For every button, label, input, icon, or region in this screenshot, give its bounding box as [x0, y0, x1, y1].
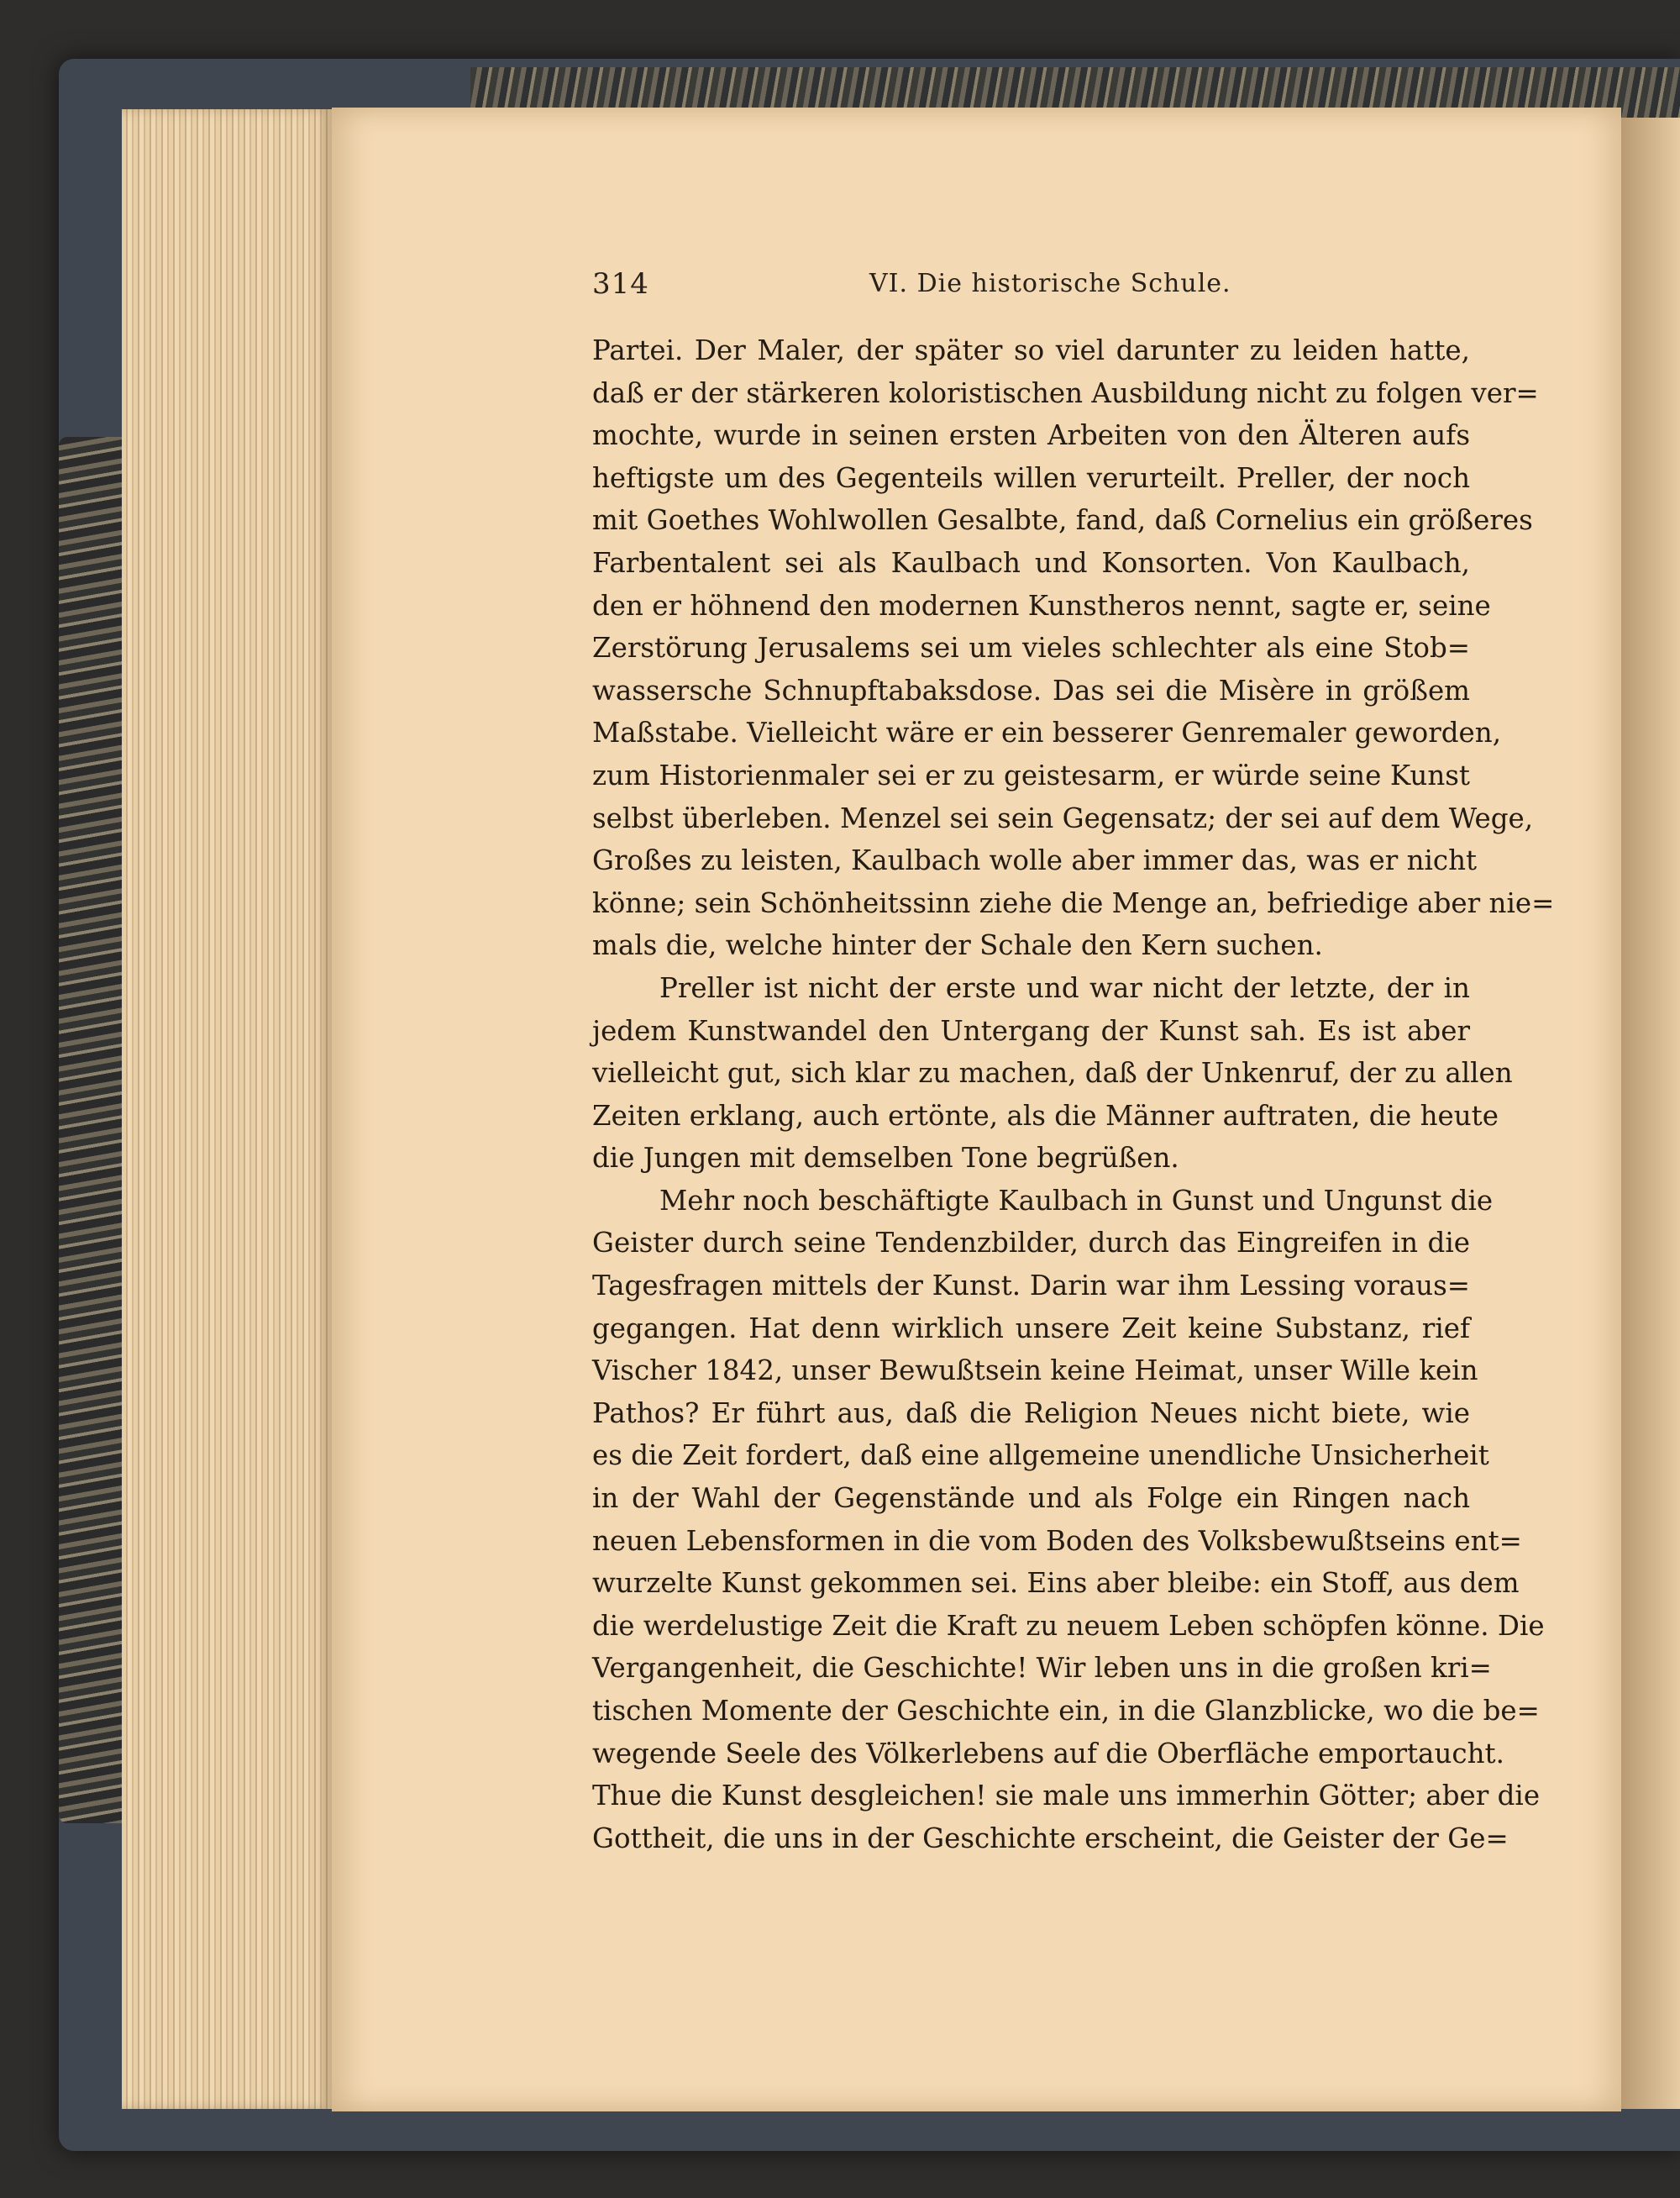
- text-line: selbst überleben. Menzel sei sein Gegensatz; der sei auf dem Wege,: [592, 802, 1534, 834]
- body-text: [592, 329, 1555, 1859]
- text-line: die werdelustige Zeit die Kraft zu neuem Leben schöpfen könne. Die: [592, 1609, 1545, 1642]
- text-line: Mehr noch beschäftigte Kaulbach in Gunst und Ungunst die: [659, 1184, 1494, 1217]
- text-line: Preller ist nicht der erste und war nicht der letzte, der in: [659, 971, 1470, 1004]
- text-line: zum Historienmaler sei er zu geistesarm, er würde seine Kunst: [592, 759, 1470, 791]
- text-line: daß er der stärkeren koloristischen Ausbildung nicht zu folgen ver=: [592, 376, 1539, 409]
- text-line: Großes zu leisten, Kaulbach wolle aber immer das, was er nicht: [592, 844, 1478, 877]
- text-line: neuen Lebensformen in die vom Boden des Volksbewußtseins ent=: [592, 1524, 1522, 1557]
- text-line: könne; sein Schönheitssinn ziehe die Menge an, befriedige aber nie=: [592, 886, 1555, 919]
- text-line: es die Zeit fordert, daß eine allgemeine unendliche Unsicherheit: [592, 1439, 1489, 1472]
- text-line: den er höhnend den modernen Kunstheros nennt, sagte er, seine: [592, 589, 1491, 622]
- text-line: gegangen. Hat denn wirklich unsere Zeit keine Substanz, rief: [592, 1312, 1470, 1344]
- text-line: heftigste um des Gegenteils willen verurteilt. Preller, der noch: [592, 461, 1470, 494]
- text-line: Farbentalent sei als Kaulbach und Konsorten. Von Kaulbach,: [592, 546, 1470, 579]
- running-head: [592, 267, 1680, 318]
- text-line: Gottheit, die uns in der Geschichte erscheint, die Geister der Ge=: [592, 1822, 1509, 1854]
- text-line: Vergangenheit, die Geschichte! Wir leben uns in die großen kri=: [592, 1652, 1492, 1685]
- text-line: wurzelte Kunst gekommen sei. Eins aber bleibe: ein Stoff, aus dem: [592, 1567, 1520, 1600]
- text-line: Geister durch seine Tendenzbilder, durch das Eingreifen in die: [592, 1227, 1470, 1259]
- page-number: 314: [592, 267, 649, 301]
- text-line: Tagesfragen mittels der Kunst. Darin war ihm Lessing voraus=: [592, 1270, 1470, 1302]
- text-line: mochte, wurde in seinen ersten Arbeiten von den Älteren aufs: [592, 419, 1470, 452]
- text-line: Vischer 1842, unser Bewußtsein keine Heimat, unser Wille kein: [592, 1354, 1478, 1387]
- text-line: vielleicht gut, sich klar zu machen, daß der Unkenruf, der zu allen: [592, 1057, 1513, 1090]
- facing-page-edge: [1621, 118, 1680, 2109]
- running-head-title: VI. Die historische Schule.: [869, 269, 1231, 298]
- text-line: tischen Momente der Geschichte ein, in die Glanzblicke, wo die be=: [592, 1695, 1540, 1727]
- text-line: Pathos? Er führt aus, daß die Religion Neues nicht biete, wie: [592, 1396, 1470, 1429]
- text-line: Zerstörung Jerusalems sei um vieles schlechter als eine Stob=: [592, 632, 1470, 665]
- page-edges: [122, 109, 332, 2109]
- text-line: Thue die Kunst desgleichen! sie male uns immerhin Götter; aber die: [592, 1780, 1541, 1812]
- text-line: jedem Kunstwandel den Untergang der Kunst sah. Es ist aber: [592, 1014, 1470, 1047]
- text-line: wassersche Schnupftabaksdose. Das sei die Misère in größem: [592, 674, 1470, 707]
- text-line: Partei. Der Maler, der später so viel darunter zu leiden hatte,: [592, 334, 1470, 366]
- text-line: wegende Seele des Völkerlebens auf die Oberfläche emportaucht.: [592, 1737, 1504, 1769]
- text-line: mals die, welche hinter der Schale den Kern suchen.: [592, 929, 1323, 962]
- text-line: die Jungen mit demselben Tone begrüßen.: [592, 1142, 1179, 1175]
- text-line: Maßstabe. Vielleicht wäre er ein besserer Genremaler geworden,: [592, 717, 1502, 749]
- text-line: in der Wahl der Gegenstände und als Folge ein Ringen nach: [592, 1482, 1470, 1515]
- text-line: Zeiten erklang, auch ertönte, als die Männer auftraten, die heute: [592, 1099, 1499, 1132]
- text-line: mit Goethes Wohlwollen Gesalbte, fand, daß Cornelius ein größeres: [592, 504, 1533, 537]
